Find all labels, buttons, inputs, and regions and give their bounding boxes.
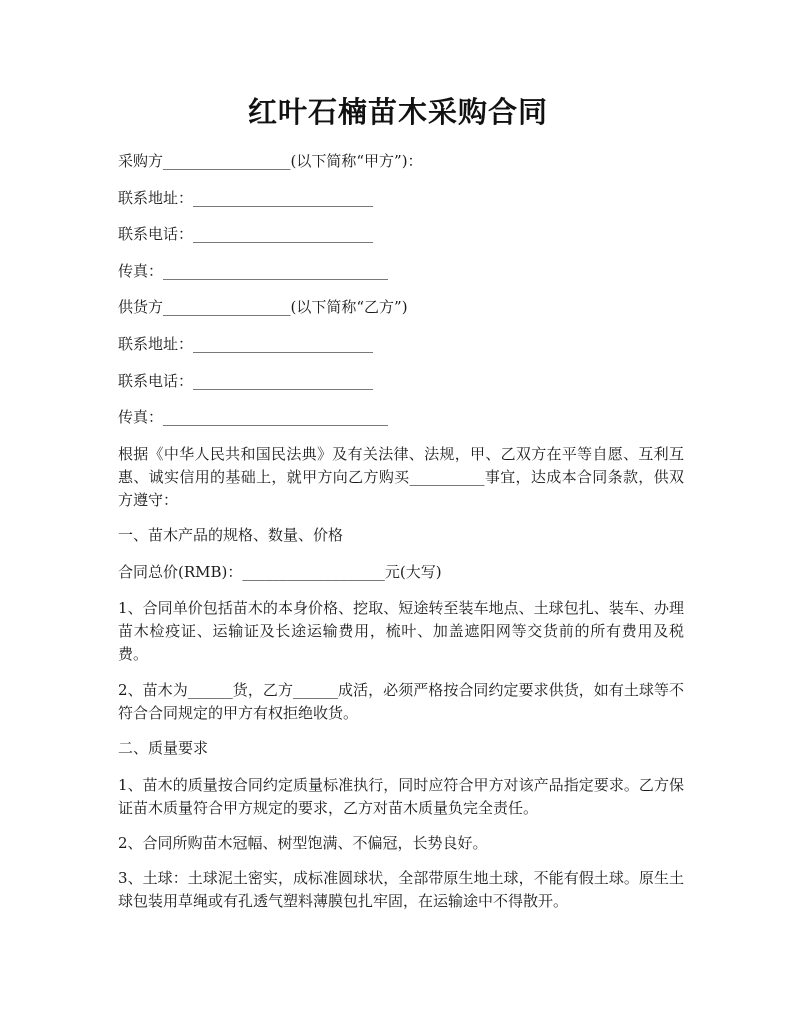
- supplier-line: 供货方_________________(以下简称“乙方”): [118, 298, 408, 317]
- section1-item2: 2、苗木为______货，乙方______成活，必须严格按合同约定要求供货，如有土球等不符合合同规定的甲方有权拒绝收货。: [118, 680, 684, 722]
- section2-item2: 2、合同所购苗木冠幅、树型饱满、不偏冠，长势良好。: [118, 834, 488, 853]
- section2-item3: 3、土球：土球泥土密实，成标准圆球状，全部带原生地土球，不能有假土球。原生土球包装用草绳或有孔透气塑料薄膜包扎牢固，在运输途中不得散开。: [118, 869, 684, 911]
- document-body: [118, 150, 684, 926]
- section1-heading: 一、苗木产品的规格、数量、价格: [118, 526, 344, 545]
- section2-heading: 二、质量要求: [118, 739, 209, 758]
- supplier-fax-line: 传真：______________________________: [118, 408, 389, 427]
- supplier-address-line: 联系地址：________________________: [118, 334, 374, 353]
- section2-item1: 1、苗木的质量按合同约定质量标准执行，同时应符合甲方对该产品指定要求。乙方保证苗木质量符合甲方规定的要求，乙方对苗木质量负完全责任。: [118, 775, 684, 817]
- buyer-address-line: 联系地址：________________________: [118, 188, 374, 207]
- total-price-line: 合同总价(RMB)：___________________元(大写): [118, 562, 442, 581]
- preamble-paragraph: 根据《中华人民共和国民法典》及有关法律、法规，甲、乙双方在平等自愿、互利互惠、诚实信用的基础上，就甲方向乙方购买__________事宜，达成本合同条款，供双方遵守：: [118, 444, 684, 509]
- buyer-line: 采购方_________________(以下简称“甲方”)：: [118, 152, 423, 170]
- supplier-phone-line: 联系电话：________________________: [118, 371, 374, 390]
- section1-item1: 1、合同单价包括苗木的本身价格、挖取、短途转至装车地点、土球包扎、装车、办理苗木检疫证、运输证及长途运输费用，梳叶、加盖遮阳网等交货前的所有费用及税费。: [118, 599, 684, 664]
- buyer-phone-line: 联系电话：________________________: [118, 225, 374, 244]
- document-title: 红叶石楠苗木采购合同: [247, 95, 548, 129]
- buyer-fax-line: 传真：______________________________: [118, 261, 389, 280]
